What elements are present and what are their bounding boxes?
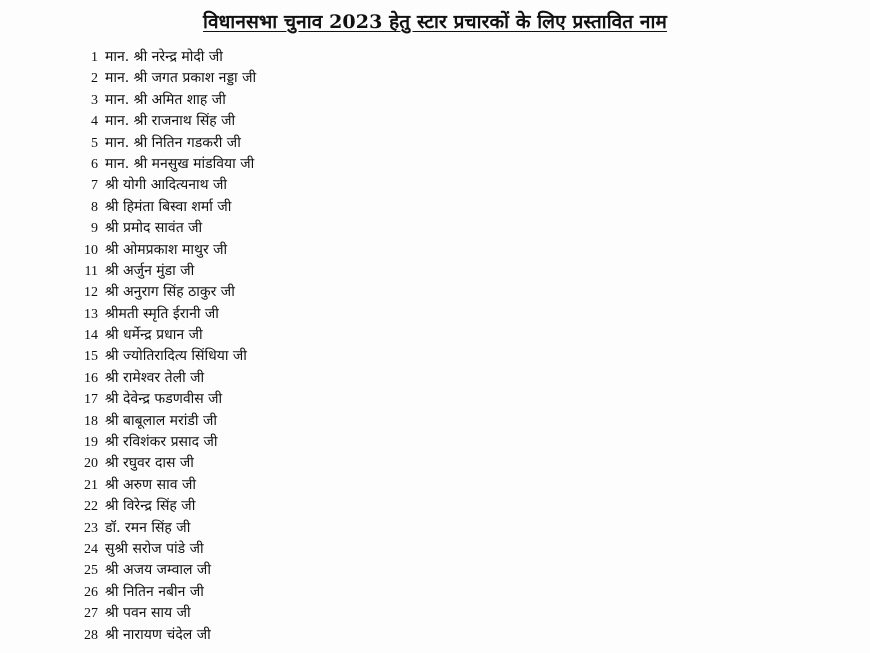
- item-name: सुश्री सरोज पांडे जी: [105, 540, 204, 557]
- item-name: श्री अरुण साव जी: [105, 476, 196, 493]
- item-number: 19: [84, 435, 98, 451]
- list-item: [0, 560, 870, 581]
- item-number: 28: [84, 627, 98, 643]
- item-number: 7: [91, 178, 98, 194]
- list-item: [0, 240, 870, 261]
- candidate-name-list: [0, 47, 870, 646]
- list-item: [0, 111, 870, 132]
- item-name: श्री हिमंता बिस्वा शर्मा जी: [105, 198, 232, 215]
- list-item: [0, 475, 870, 496]
- item-number: 25: [84, 563, 98, 579]
- list-item: [0, 346, 870, 367]
- item-name: श्री विरेन्द्र सिंह जी: [105, 498, 196, 515]
- item-name: मान. श्री राजनाथ सिंह जी: [105, 113, 236, 130]
- item-name: मान. श्री नरेन्द्र मोदी जी: [105, 49, 223, 65]
- item-name: श्री बाबूलाल मरांडी जी: [105, 412, 217, 429]
- item-number: 22: [84, 499, 98, 515]
- item-number: 17: [84, 392, 98, 408]
- document-title: विधानसभा चुनाव 2023 हेतु स्टार प्रचारकों के लिए प्रस्तावित नाम: [203, 11, 667, 33]
- list-item: [0, 218, 870, 239]
- item-name: श्री नारायण चंदेल जी: [105, 626, 211, 643]
- item-number: 15: [84, 349, 98, 365]
- item-number: 8: [91, 199, 98, 215]
- item-name: श्री अनुराग सिंह ठाकुर जी: [105, 284, 235, 301]
- item-number: 3: [91, 92, 98, 108]
- item-number: 6: [91, 156, 98, 172]
- item-name: श्री रविशंकर प्रसाद जी: [105, 434, 218, 451]
- list-item: [0, 133, 870, 154]
- item-name: श्री ज्योतिरादित्य सिंधिया जी: [105, 348, 247, 365]
- list-item: [0, 154, 870, 175]
- item-name: श्री रघुवर दास जी: [105, 455, 194, 472]
- item-name: श्री योगी आदित्यनाथ जी: [105, 177, 228, 194]
- list-item: [0, 539, 870, 560]
- item-number: 21: [84, 477, 98, 493]
- list-item: [0, 389, 870, 410]
- item-name: डॉ. रमन सिंह जी: [105, 519, 191, 536]
- item-number: 26: [84, 584, 98, 600]
- list-item: [0, 68, 870, 89]
- item-number: 4: [91, 114, 98, 130]
- item-number: 5: [91, 135, 98, 151]
- item-name: श्री पवन साय जी: [105, 605, 191, 622]
- list-item: [0, 518, 870, 539]
- item-name: श्री धर्मेन्द्र प्रधान जी: [105, 327, 203, 344]
- list-item: [0, 90, 870, 111]
- list-item: [0, 325, 870, 346]
- item-number: 2: [91, 71, 98, 87]
- list-item: [0, 175, 870, 196]
- item-number: 24: [84, 541, 98, 557]
- item-number: 23: [84, 520, 98, 536]
- list-item: [0, 603, 870, 624]
- item-name: श्री प्रमोद सावंत जी: [105, 220, 203, 237]
- item-name: मान. श्री नितिन गडकरी जी: [105, 134, 241, 151]
- list-item: [0, 47, 870, 68]
- item-name: मान. श्री मनसुख मांडविया जी: [105, 155, 255, 172]
- list-item: [0, 304, 870, 325]
- item-name: श्री ओमप्रकाश माथुर जी: [105, 241, 228, 258]
- item-name: श्री रामेश्वर तेली जी: [105, 369, 205, 386]
- item-name: मान. श्री अमित शाह जी: [105, 91, 226, 108]
- list-item: [0, 453, 870, 474]
- list-item: [0, 625, 870, 646]
- list-item: [0, 411, 870, 432]
- item-number: 9: [91, 221, 98, 237]
- item-number: 27: [84, 606, 98, 622]
- item-name: श्रीमती स्मृति ईरानी जी: [105, 305, 219, 322]
- list-item: [0, 368, 870, 389]
- list-item: [0, 582, 870, 603]
- item-number: 14: [84, 328, 98, 344]
- item-name: मान. श्री जगत प्रकाश नड्डा जी: [105, 70, 257, 87]
- item-name: श्री अर्जुन मुंडा जी: [105, 262, 195, 279]
- item-number: 18: [84, 413, 98, 429]
- list-item: [0, 496, 870, 517]
- list-item: [0, 261, 870, 282]
- list-item: [0, 282, 870, 303]
- item-number: 12: [84, 285, 98, 301]
- item-number: 11: [84, 263, 98, 279]
- list-item: [0, 197, 870, 218]
- item-number: 13: [84, 306, 98, 322]
- item-name: श्री देवेन्द्र फडणवीस जी: [105, 391, 223, 408]
- item-name: श्री अजय जम्वाल जी: [105, 562, 211, 579]
- list-item: [0, 432, 870, 453]
- item-number: 1: [91, 50, 98, 65]
- item-number: 10: [84, 242, 98, 258]
- item-name: श्री नितिन नबीन जी: [105, 583, 204, 600]
- item-number: 16: [84, 370, 98, 386]
- item-number: 20: [84, 456, 98, 472]
